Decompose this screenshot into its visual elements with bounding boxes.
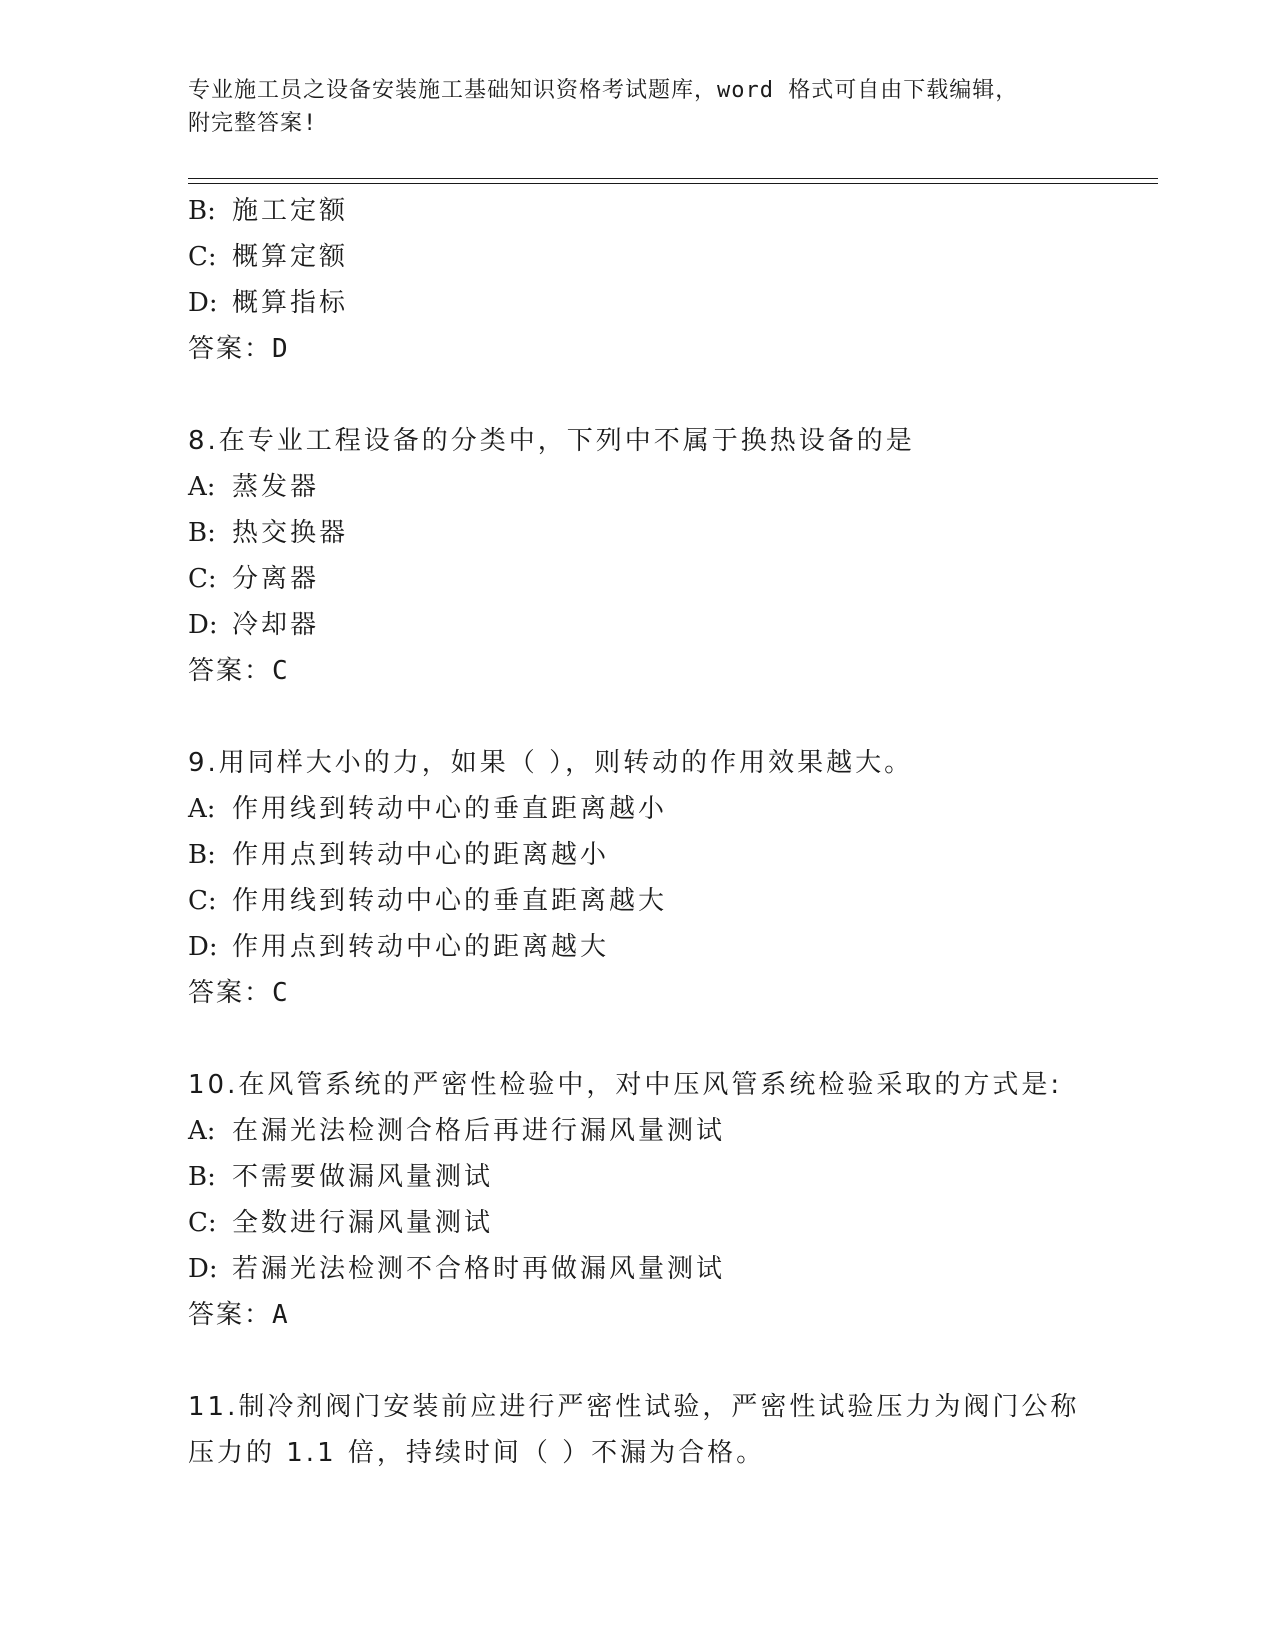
option-a bbox=[188, 464, 1148, 510]
option-label: A: bbox=[188, 1116, 216, 1146]
option-b bbox=[188, 832, 1148, 878]
option-label: A: bbox=[188, 794, 216, 824]
spacer bbox=[188, 1016, 1148, 1062]
option-text: 蒸发器 bbox=[232, 472, 320, 502]
option-text: 全数进行漏风量测试 bbox=[232, 1208, 494, 1238]
option-text: 概算指标 bbox=[232, 288, 349, 318]
option-label: B: bbox=[188, 518, 216, 548]
answer-value: A bbox=[272, 1300, 290, 1330]
question-11 bbox=[188, 1384, 1148, 1476]
header-line-1: 专业施工员之设备安装施工基础知识资格考试题库，word 格式可自由下载编辑， bbox=[188, 78, 1019, 103]
question-stem-line-1: 11.制冷剂阀门安装前应进行严密性试验，严密性试验压力为阀门公称 bbox=[188, 1392, 1080, 1422]
option-c bbox=[188, 234, 1148, 280]
option-text: 作用点到转动中心的距离越小 bbox=[232, 840, 610, 870]
answer-value: C bbox=[272, 978, 290, 1008]
option-label: D: bbox=[188, 288, 218, 318]
option-label: D: bbox=[188, 932, 218, 962]
option-text: 作用线到转动中心的垂直距离越小 bbox=[232, 794, 668, 824]
answer-label: 答案： bbox=[188, 1300, 273, 1330]
option-text: 热交换器 bbox=[232, 518, 349, 548]
question-stem: 9.用同样大小的力，如果（ ），则转动的作用效果越大。 bbox=[188, 748, 914, 778]
option-b bbox=[188, 510, 1148, 556]
option-text: 作用线到转动中心的垂直距离越大 bbox=[232, 886, 668, 916]
option-b bbox=[188, 188, 1148, 234]
question-10 bbox=[188, 1062, 1148, 1338]
option-a bbox=[188, 1108, 1148, 1154]
option-d bbox=[188, 280, 1148, 326]
option-label: B: bbox=[188, 196, 216, 226]
option-label: D: bbox=[188, 610, 218, 640]
option-c bbox=[188, 1200, 1148, 1246]
option-text: 分离器 bbox=[232, 564, 320, 594]
option-text: 冷却器 bbox=[232, 610, 320, 640]
answer-line bbox=[188, 970, 1148, 1016]
option-label: A: bbox=[188, 472, 216, 502]
spacer bbox=[188, 694, 1148, 740]
option-a bbox=[188, 786, 1148, 832]
option-c bbox=[188, 878, 1148, 924]
question-content bbox=[188, 188, 1148, 1476]
question-9 bbox=[188, 740, 1148, 1016]
answer-label: 答案： bbox=[188, 334, 273, 364]
question-8 bbox=[188, 418, 1148, 694]
header-line-2: 附完整答案! bbox=[188, 111, 318, 136]
option-label: C: bbox=[188, 564, 217, 594]
answer-value: C bbox=[272, 656, 290, 686]
question-stem-line-2: 压力的 1.1 倍，持续时间（ ）不漏为合格。 bbox=[188, 1438, 766, 1468]
option-d bbox=[188, 924, 1148, 970]
answer-label: 答案： bbox=[188, 978, 273, 1008]
option-label: C: bbox=[188, 1208, 217, 1238]
document-header bbox=[188, 74, 1088, 140]
header-rule-bottom bbox=[188, 183, 1158, 184]
option-text: 若漏光法检测不合格时再做漏风量测试 bbox=[232, 1254, 726, 1284]
option-c bbox=[188, 556, 1148, 602]
header-rule-top bbox=[188, 178, 1158, 179]
answer-line bbox=[188, 1292, 1148, 1338]
option-d bbox=[188, 602, 1148, 648]
answer-label: 答案： bbox=[188, 656, 273, 686]
option-label: C: bbox=[188, 886, 217, 916]
question-stem: 10.在风管系统的严密性检验中，对中压风管系统检验采取的方式是: bbox=[188, 1070, 1063, 1100]
option-b bbox=[188, 1154, 1148, 1200]
spacer bbox=[188, 372, 1148, 418]
option-label: D: bbox=[188, 1254, 218, 1284]
option-label: B: bbox=[188, 1162, 216, 1192]
answer-line bbox=[188, 326, 1148, 372]
option-label: B: bbox=[188, 840, 216, 870]
option-text: 概算定额 bbox=[232, 242, 349, 272]
answer-value: D bbox=[272, 334, 290, 364]
prev-question-options bbox=[188, 188, 1148, 372]
option-text: 在漏光法检测合格后再进行漏风量测试 bbox=[232, 1116, 726, 1146]
option-label: C: bbox=[188, 242, 217, 272]
option-d bbox=[188, 1246, 1148, 1292]
answer-line bbox=[188, 648, 1148, 694]
option-text: 不需要做漏风量测试 bbox=[232, 1162, 494, 1192]
question-stem: 8.在专业工程设备的分类中，下列中不属于换热设备的是 bbox=[188, 426, 915, 456]
spacer bbox=[188, 1338, 1148, 1384]
option-text: 作用点到转动中心的距离越大 bbox=[232, 932, 610, 962]
option-text: 施工定额 bbox=[232, 196, 349, 226]
